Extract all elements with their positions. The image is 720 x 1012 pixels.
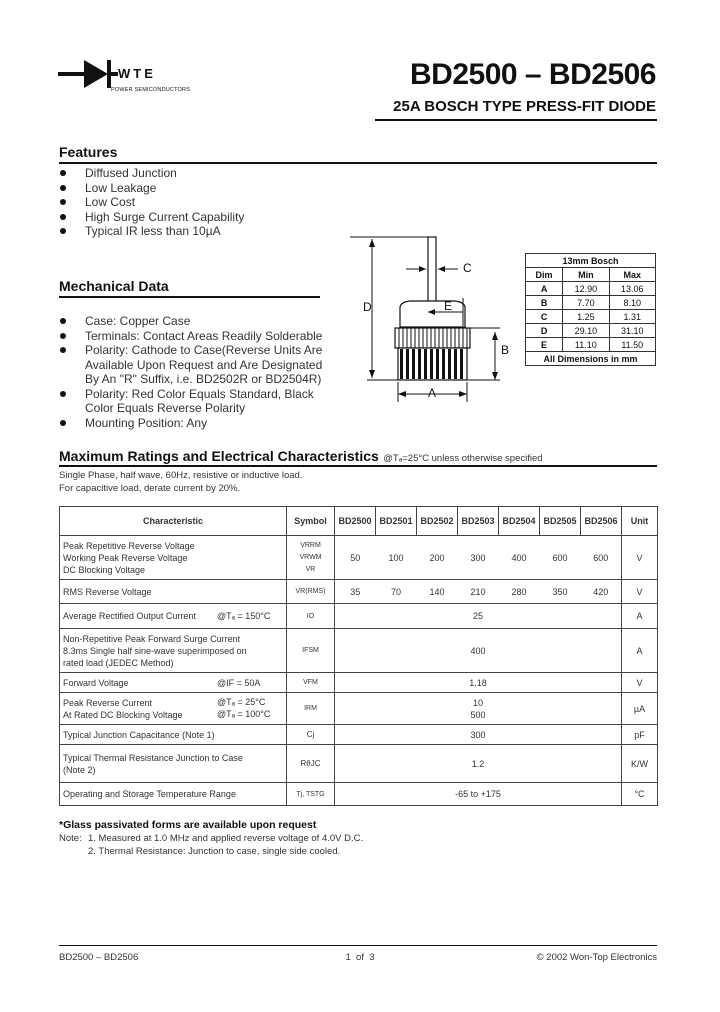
table-row xyxy=(526,296,656,310)
ratings-note-2: For capacitive load, derate current by 20%. xyxy=(59,483,241,494)
list-item: Typical IR less than 10µA xyxy=(60,224,360,239)
table-cell: IRM xyxy=(287,693,335,725)
table-cell: 8.10 xyxy=(609,296,655,310)
dim-label-e: E xyxy=(444,299,453,313)
table-cell: A xyxy=(622,604,658,629)
table-cell: 1.31 xyxy=(609,310,655,324)
table-cell: C xyxy=(526,310,563,324)
characteristic-label: Forward Voltage xyxy=(63,677,129,688)
page-title: BD2500 – BD2506 xyxy=(410,58,656,91)
list-item: Polarity: Red Color Equals Standard, Black Color Equals Reverse Polarity xyxy=(60,387,335,416)
list-item: Polarity: Cathode to Case(Reverse Units Are Available Upon Request and Are Designated By An "R" Suffix, i.e. BD2502R or BD2504R) xyxy=(60,343,335,387)
table-cell: 200 xyxy=(417,536,458,580)
table-cell xyxy=(60,693,287,725)
table-header: Dim xyxy=(526,268,563,282)
table-row xyxy=(526,338,656,352)
table-cell: 50 xyxy=(335,536,376,580)
brand-subtitle: POWER SEMICONDUCTORS xyxy=(111,87,191,93)
dimensions-footer: All Dimensions in mm xyxy=(526,352,656,366)
table-header: BD2506 xyxy=(581,507,622,536)
note-item-2: 2. Thermal Resistance: Junction to case, single side cooled. xyxy=(88,846,341,857)
table-cell: 280 xyxy=(499,580,540,604)
table-cell: 210 xyxy=(458,580,499,604)
table-header: BD2502 xyxy=(417,507,458,536)
table-cell: VR(RMS) xyxy=(287,580,335,604)
mechanical-title: Mechanical Data xyxy=(59,278,169,294)
table-cell: A xyxy=(622,629,658,673)
table-cell: RθJC xyxy=(287,745,335,783)
mechanical-list xyxy=(60,314,335,430)
list-item: Low Cost xyxy=(60,195,360,210)
table-cell: B xyxy=(526,296,563,310)
table-header: BD2503 xyxy=(458,507,499,536)
ratings-note-1: Single Phase, half wave, 60Hz, resistive or inductive load. xyxy=(59,470,303,481)
features-list xyxy=(60,166,360,239)
table-cell: VFM xyxy=(287,673,335,693)
table-cell: Peak Repetitive Reverse Voltage Working Peak Reverse Voltage DC Blocking Voltage xyxy=(60,536,287,580)
table-cell: Non-Repetitive Peak Forward Surge Current 8.3ms Single half sine-wave superimposed on rated load (JEDEC Method) xyxy=(60,629,287,673)
characteristic-label: Peak Reverse Current At Rated DC Blocking Voltage xyxy=(63,697,183,720)
package-drawing xyxy=(345,232,520,404)
table-cell: 29.10 xyxy=(563,324,609,338)
table-cell: Cj xyxy=(287,725,335,745)
list-item: High Surge Current Capability xyxy=(60,210,360,225)
list-item: Case: Copper Case xyxy=(60,314,335,329)
table-cell: V xyxy=(622,673,658,693)
table-row xyxy=(60,783,658,806)
table-row xyxy=(60,725,658,745)
table-cell: °C xyxy=(622,783,658,806)
table-cell: -65 to +175 xyxy=(335,783,622,806)
table-cell xyxy=(60,673,287,693)
footer-copyright: © 2002 Won-Top Electronics xyxy=(536,952,657,963)
note-item-1: 1. Measured at 1.0 MHz and applied reverse voltage of 4.0V D.C. xyxy=(88,833,364,844)
table-cell xyxy=(60,604,287,629)
list-item: Low Leakage xyxy=(60,181,360,196)
characteristic-label: Average Rectified Output Current xyxy=(63,611,196,621)
table-header: BD2500 xyxy=(335,507,376,536)
table-row xyxy=(60,604,658,629)
glass-note: *Glass passivated forms are available upon request xyxy=(59,819,317,831)
table-cell: A xyxy=(526,282,563,296)
table-cell: 400 xyxy=(499,536,540,580)
list-item: Terminals: Contact Areas Readily Solderable xyxy=(60,329,335,344)
list-item: Diffused Junction xyxy=(60,166,360,181)
brand-name: WTE xyxy=(118,66,156,81)
table-row xyxy=(60,629,658,673)
table-cell: 11.50 xyxy=(609,338,655,352)
table-row xyxy=(60,745,658,783)
table-cell: Operating and Storage Temperature Range xyxy=(60,783,287,806)
ratings-heading xyxy=(59,448,543,466)
dim-label-d: D xyxy=(363,300,372,314)
table-cell: 600 xyxy=(540,536,581,580)
table-cell: IO xyxy=(287,604,335,629)
table-cell: 7.70 xyxy=(563,296,609,310)
table-cell: 25 xyxy=(335,604,622,629)
table-header: Unit xyxy=(622,507,658,536)
condition-label: @IF = 50A xyxy=(217,678,261,688)
table-cell: 1.2 xyxy=(335,745,622,783)
table-cell: 420 xyxy=(581,580,622,604)
page-subtitle: 25A BOSCH TYPE PRESS-FIT DIODE xyxy=(393,98,656,115)
list-item: Mounting Position: Any xyxy=(60,416,335,431)
table-cell: 10 500 xyxy=(335,693,622,725)
ratings-table xyxy=(59,506,658,806)
table-header: BD2501 xyxy=(376,507,417,536)
notes-label: Note: xyxy=(59,833,82,844)
table-cell: V xyxy=(622,580,658,604)
table-row xyxy=(60,693,658,725)
table-cell: 400 xyxy=(335,629,622,673)
table-cell: 35 xyxy=(335,580,376,604)
ratings-rule xyxy=(59,465,657,467)
features-title: Features xyxy=(59,144,118,160)
table-row xyxy=(60,673,658,693)
table-cell: 13.06 xyxy=(609,282,655,296)
table-cell: E xyxy=(526,338,563,352)
table-cell: pF xyxy=(622,725,658,745)
table-cell: 600 xyxy=(581,536,622,580)
dim-label-a: A xyxy=(428,386,437,400)
table-cell: D xyxy=(526,324,563,338)
table-cell: IFSM xyxy=(287,629,335,673)
table-cell: 140 xyxy=(417,580,458,604)
table-cell: 70 xyxy=(376,580,417,604)
footer-left: BD2500 – BD2506 xyxy=(59,952,139,963)
diode-logo-icon xyxy=(58,58,118,90)
table-cell: 100 xyxy=(376,536,417,580)
ratings-title: Maximum Ratings and Electrical Characteristics xyxy=(59,448,379,464)
table-cell: K/W xyxy=(622,745,658,783)
table-header: Characteristic xyxy=(60,507,287,536)
table-cell: µA xyxy=(622,693,658,725)
table-header: BD2505 xyxy=(540,507,581,536)
table-cell: 1.25 xyxy=(563,310,609,324)
table-cell: VRRM VRWM VR xyxy=(287,536,335,580)
table-header: BD2504 xyxy=(499,507,540,536)
table-cell: Typical Junction Capacitance (Note 1) xyxy=(60,725,287,745)
footer-page: 1 of 3 xyxy=(345,952,375,963)
table-cell: 300 xyxy=(335,725,622,745)
mechanical-rule xyxy=(59,296,320,298)
header-rule xyxy=(375,119,657,121)
table-cell: Typical Thermal Resistance Junction to Case (Note 2) xyxy=(60,745,287,783)
table-header: Max xyxy=(609,268,655,282)
condition-label: @Tₐ = 25°C @Tₐ = 100°C xyxy=(217,697,271,719)
table-row xyxy=(60,536,658,580)
features-rule xyxy=(59,162,657,164)
table-header: Min xyxy=(563,268,609,282)
table-cell: 300 xyxy=(458,536,499,580)
dim-label-b: B xyxy=(501,343,510,357)
dim-label-c: C xyxy=(463,261,472,275)
dimensions-table xyxy=(525,253,656,366)
table-cell: RMS Reverse Voltage xyxy=(60,580,287,604)
table-cell: 12.90 xyxy=(563,282,609,296)
table-cell: 31.10 xyxy=(609,324,655,338)
table-header: Symbol xyxy=(287,507,335,536)
condition-label: @Tₐ = 150°C xyxy=(217,611,271,621)
table-cell: Tj, TSTG xyxy=(287,783,335,806)
table-row xyxy=(526,282,656,296)
table-cell: 1.18 xyxy=(335,673,622,693)
table-row xyxy=(526,324,656,338)
table-cell: 11.10 xyxy=(563,338,609,352)
table-header-row xyxy=(60,507,658,536)
table-row xyxy=(526,310,656,324)
footer-rule xyxy=(59,945,657,946)
table-cell: V xyxy=(622,536,658,580)
table-row xyxy=(60,580,658,604)
table-cell: 350 xyxy=(540,580,581,604)
dimensions-title: 13mm Bosch xyxy=(526,254,656,268)
ratings-condition: @Tₐ=25°C unless otherwise specified xyxy=(383,453,543,464)
